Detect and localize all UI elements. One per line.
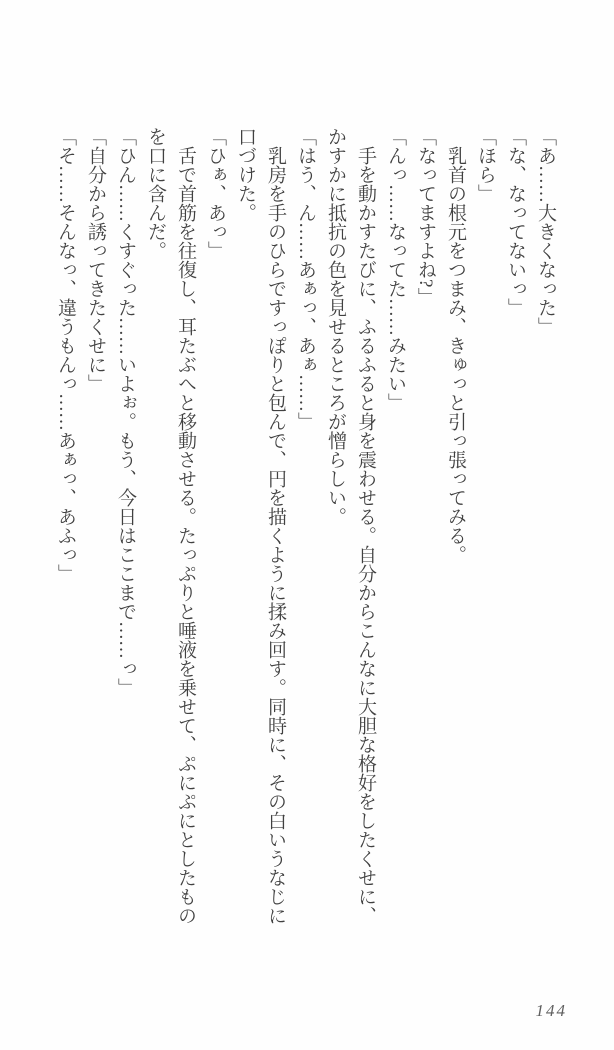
dialogue-line: 「あ……大きくなった」 — [535, 127, 556, 336]
dialogue-line: 「ほら」 — [475, 127, 496, 203]
narration-line: 舌で首筋を往復し、耳たぶへと移動させる。たっぷりと唾液を乗せて、ぷにぷにとしたものを口に含んだ。 — [145, 127, 196, 925]
dialogue-line: 「ひぁ、あっ」 — [205, 127, 226, 260]
dialogue-line: 「自分から誘ってきたくせに」 — [85, 127, 106, 393]
dialogue-line: 「んっ……なってた……みたい」 — [385, 127, 406, 412]
page-number: 144 — [535, 1001, 567, 1020]
dialogue-line: 「はう、ん……あぁっ、あぁ……」 — [295, 127, 316, 431]
vertical-text-block — [50, 127, 560, 927]
dialogue-line: 「なってますよね?」 — [415, 127, 436, 307]
dialogue-line: 「な、なってないっ」 — [505, 127, 526, 317]
narration-line: 乳首の根元をつまみ、きゅっと引っ張ってみる。 — [445, 146, 466, 564]
dialogue-line: 「そ……そんなっ、違うもんっ……あぁっ、あふっ」 — [55, 127, 76, 583]
dialogue-line: 「ひん……くすぐった……いよぉ。もう、今日はここまで……っ」 — [115, 127, 136, 697]
narration-line: 乳房を手のひらですっぽりと包んで、円を描くように揉み回す。同時に、その白いうなじに口づけた。 — [235, 127, 286, 925]
narration-line: 手を動かすたびに、ふるふると身を震わせる。自分からこんなに大胆な格好をしたくせに、かすかに抵抗の色を見せるところが憎らしい。 — [325, 127, 376, 925]
